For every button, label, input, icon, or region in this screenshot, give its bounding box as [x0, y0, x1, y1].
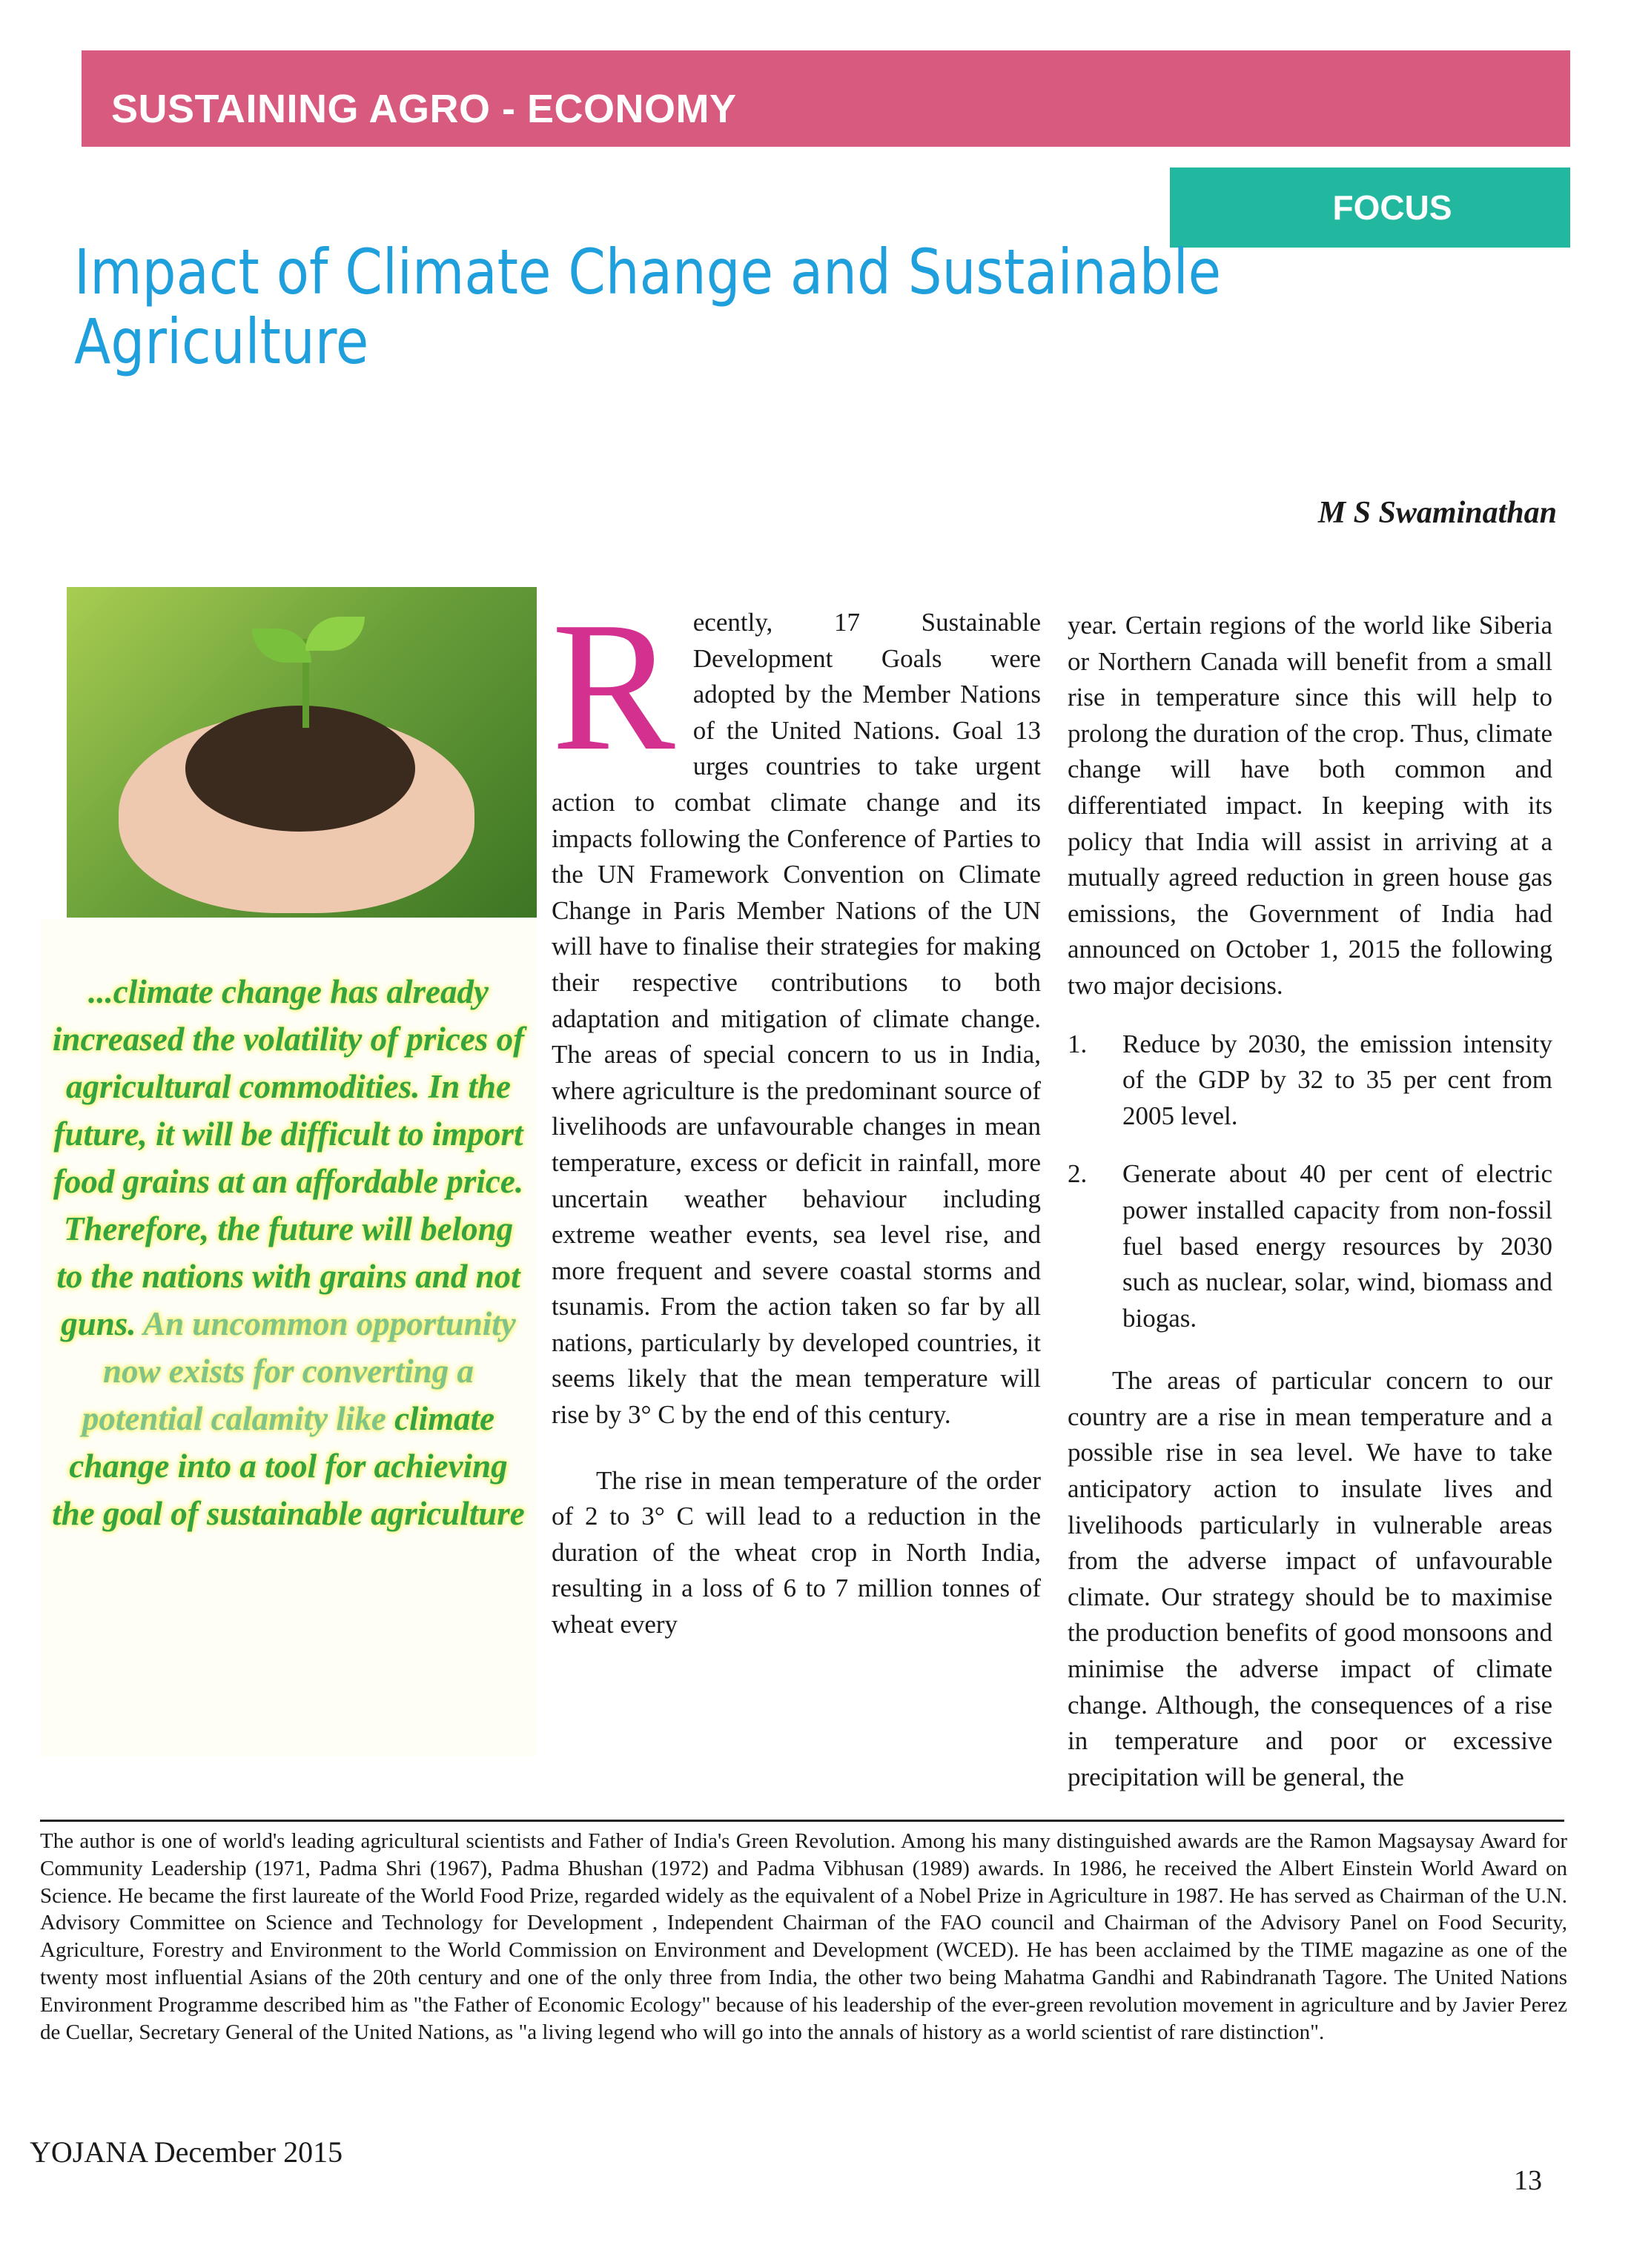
focus-tag: FOCUS [1170, 168, 1570, 248]
seedling-in-hands-photo [67, 587, 537, 918]
article-title: Impact of Climate Change and Sustainable Agriculture [74, 236, 1222, 379]
article-column-right [1068, 608, 1552, 1795]
pullquote [47, 968, 529, 1537]
seedling-leaf-left-shape [252, 629, 311, 663]
paragraph-1-text: ecently, 17 Sustainable Development Goals were adopted by the Member Nations of the United Nations. Goal 13 urges countries to take urgent action to combat climate change and its impacts following the Conference of Parties to the UN Framework Convention on Climate Change in Paris Member Nations of the UN will have to finalise their strategies for making their respective contributions to both adaptation and mitigation of climate change. The areas of special concern to us in India, where agriculture is the predominant source of livelihoods are unfavourable changes in mean temperature, excess or deficit in rainfall, more uncertain weather behaviour including extreme weather events, sea level rise, and more frequent and severe coastal storms and tsunamis. From the action taken so far by all nations, particularly by developed countries, it seems likely that the mean temperature will rise by 3° C by the end of this century. [552, 608, 1041, 1430]
pullquote-part-2: An uncommon opportunity now exists for converting a potential calamity like [82, 1305, 516, 1437]
decisions-list [1068, 1027, 1552, 1337]
author-bio-footnote: The author is one of world's leading agricultural scientists and Father of India's Green Revolution. Among his many distinguished awards are the Ramon Magsaysay Award for Community Leadership (1971, Padma Shri (1967), Padma Bhushan (1972) and Padma Vibhusan (1989) awards. In 1986, he received the Albert Einstein World Award on Science. He became the first laureate of the World Food Prize, regarded widely as the equivalent of a Nobel Prize in Agriculture in 1987. He has served as Chairman of the U.N. Advisory Committee on Science and Technology for Development , Independent Chairman of the FAO council and Chairman of the Advisory Panel on Food Security, Agriculture, Forestry and Environment to the World Commission on Environment and Development (WCED). He has been acclaimed by the TIME magazine as one of the twenty most influential Asians of the 20th century and one of the only three from India, the other two being Mahatma Gandhi and Rabindranath Tagore. The United Nations Environment Programme described him as "the Father of Economic Ecology" because of his leadership of the ever-green revolution movement in agriculture and by Javier Perez de Cuellar, Secretary General of the United Nations, as "a living legend who will go into the annals of history as a world scientist of rare distinction". [40, 1829, 1567, 2044]
paragraph-1 [552, 584, 1041, 1433]
soil-shape [185, 706, 415, 832]
paragraph-3: year. Certain regions of the world like Siberia or Northern Canada will benefit from a small rise in temperature since this will help to prolong the duration of the crop. Thus, climate change will have both common and differentiated impact. In keeping with its policy that India will assist in arriving at a mutually agreed reduction in green house gas emissions, the Government of India had announced on October 1, 2015 the following two major decisions. [1068, 611, 1552, 1000]
section-title: SUSTAINING AGRO - ECONOMY [111, 87, 737, 131]
paragraph-4: The areas of particular concern to our country are a rise in mean temperature and a possible rise in sea level. We have to take anticipatory action to insulate lives and livelihoods particularly in vulnerable areas from the adverse impact of unfavourable climate. Our strategy should be to maximise the production benefits of good monsoons and minimise the adverse impact of climate change. Although, the consequences of a rise in temperature and poor or excessive precipitation will be general, the [1068, 1366, 1552, 1791]
page-number: 13 [1514, 2165, 1542, 2196]
pullquote-part-3: climate change into a tool for achieving the goal of sustainable agriculture [52, 1400, 525, 1532]
list-item [1068, 1156, 1552, 1336]
seedling-leaf-right-shape [305, 617, 365, 651]
list-item-number: 1. [1068, 1029, 1088, 1058]
publication-footer: YOJANA December 2015 [30, 2135, 343, 2169]
drop-cap: R [552, 584, 675, 789]
list-item [1068, 1027, 1552, 1135]
paragraph-2: The rise in mean temperature of the order of 2 to 3° C will lead to a reduction in the duration of the wheat crop in North India, resulting in a loss of 6 to 7 million tonnes of wheat every [552, 1465, 1041, 1639]
author-byline: M S Swaminathan [1317, 496, 1557, 530]
article-column-middle [552, 584, 1041, 1643]
footnote-divider [40, 1820, 1564, 1822]
list-item-text: Reduce by 2030, the emission intensity of the GDP by 32 to 35 per cent from 2005 level. [1122, 1029, 1552, 1130]
list-item-text: Generate about 40 per cent of electric power installed capacity from non-fossil fuel based energy resources by 2030 such as nuclear, solar, wind, biomass and biogas. [1122, 1159, 1552, 1333]
pullquote-part-1: ...climate change has already increased the volatility of prices of agricultural commodities. In the future, it will be difficult to import food grains at an affordable price. Therefore, the future will belong to the nations with grains and not guns. [52, 973, 525, 1342]
list-item-number: 2. [1068, 1159, 1088, 1189]
